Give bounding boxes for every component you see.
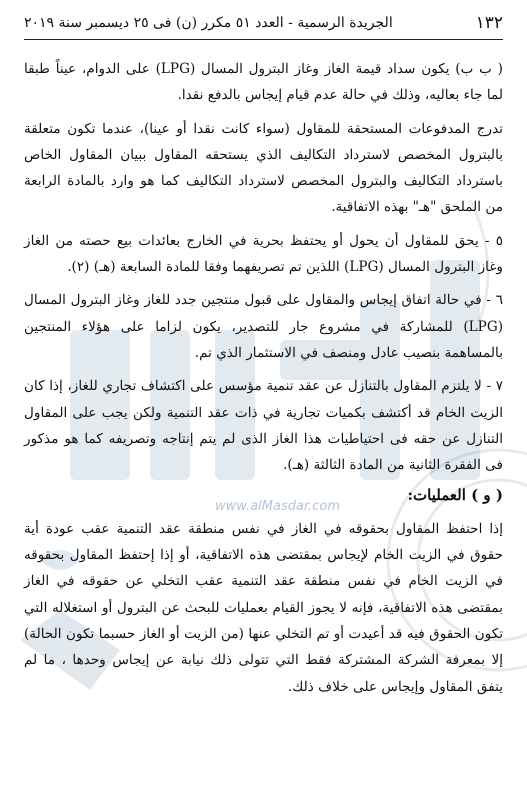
paragraph: تدرج المدفوعات المستحقة للمقاول (سواء كانت نقدا أو عينا)، عندما تكون متعلقة بالبترول المخصص لاسترداد التكاليف الذي يستحقه المقاول ببيان المقاول الخاص باسترداد التكاليف والبترول المخصص لاسترداد التكاليف كما هو وارد بالمادة الرابعة من الملحق "هـ" بهذه الاتفاقية. — [24, 120, 503, 216]
numbered-clause-6: ٦ - في حالة اتفاق إيجاس والمقاول على قبول منتجين جدد للغاز وغاز البترول المسال (LPG) للمشاركة في مشروع جار للتصدير، يكون لزاما على هؤلاء المنتجين بالمساهمة بنصيب عادل ومنصف في الاستثمار الذي تم. — [24, 292, 503, 361]
watermark-text: www.alMasdar.com — [215, 499, 340, 514]
page-number: ١٣٢ — [475, 13, 503, 33]
gazette-title: الجريدة الرسمية - العدد ٥١ مكرر (ن) فى ٢٥ ديسمبر سنة ٢٠١٩ — [24, 15, 393, 31]
paragraph: ( ب ب) يكون سداد قيمة الغاز وغاز البترول المسال (LPG) على الدوام، عيناً طبقا لما جاء بعاليه، وذلك في حالة عدم قيام إيجاس بالدفع نقدا. — [24, 61, 503, 104]
header-rule — [24, 39, 503, 40]
page-header — [24, 10, 503, 36]
section-paragraph: إذا احتفظ المقاول بحقوقه في الغاز في نفس منطقة عقد التنمية عقب عودة أية حقوق في الزيت الخام لإيجاس بمقتضى هذه الاتفاقية، أو إذا إحتفظ المقاول بحقوقه في الزيت الخام في نفس منطقة عقد التنمية عقب التخلي عن حقوقه في الغاز بمقتضى هذه الاتفاقية، فإنه لا يجوز القيام بعمليات للبحث عن البترول أو استغلاله التي تكون الحقوق فيه قد أعيدت أو تم التخلي عنها (من الزيت أو الغاز حسبما تكون الحالة) إلا بمعرفة الشركة المشتركة فقط التي تتولى ذلك نيابة عن إيجاس وحدها ، ما لم يتفق المقاول وإيجاس على خلاف ذلك. — [24, 520, 503, 695]
document-body — [24, 56, 503, 700]
section-heading: ( و ) العمليات: — [407, 486, 503, 505]
numbered-clause-5: ٥ - يحق للمقاول أن يحول أو يحتفظ بحرية في الخارج بعائدات بيع حصته من الغاز وغاز البترول المسال (LPG) اللذين تم تصريفهما وفقا للمادة السابعة (هـ) (٢). — [24, 232, 503, 276]
numbered-clause-7: ٧ - لا يلتزم المقاول بالتنازل عن عقد تنمية مؤسس على اكتشاف تجاري للغاز، إذا كان الزيت الخام قد أكتشف بكميات تجارية في ذات عقد التنمية ولكن يجب على المقاول التنازل عن حقه فى احتياطيات هذا الغاز الذى لم يتم إنتاجه وتصريفه كما هو مذكور فى الفقرة الثانية من المادة الثالثة (هـ). — [24, 378, 503, 474]
